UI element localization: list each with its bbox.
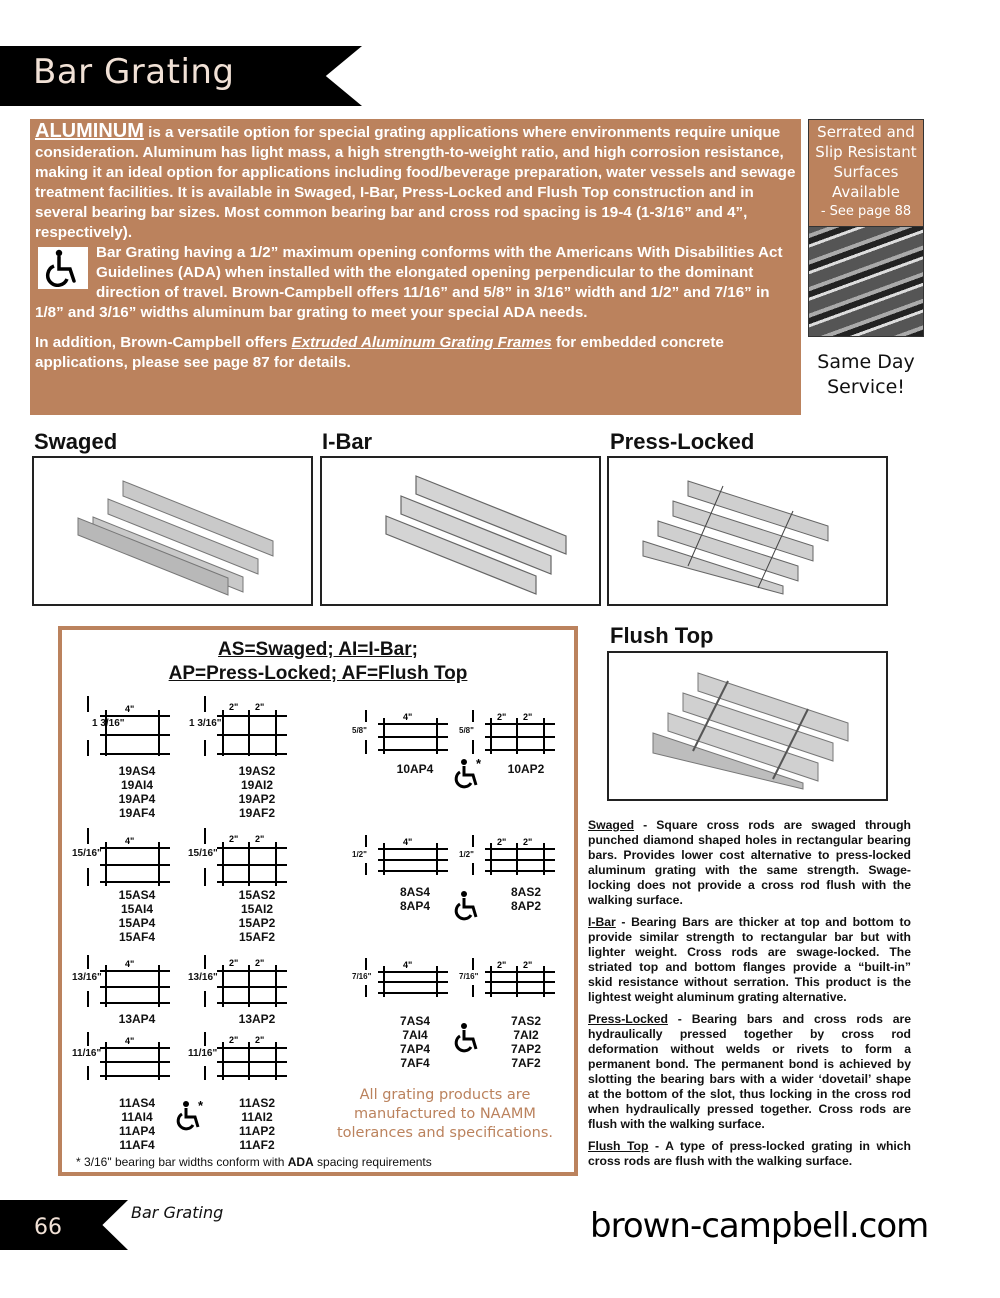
spacing-2in-diagram (465, 710, 565, 755)
desc-ibar (588, 915, 911, 1005)
addition-text-end: for embedded concrete applications, please see page 87 for details. (35, 334, 724, 371)
press-locked-grating-icon (628, 466, 868, 596)
footer-section: Bar Grating (131, 1203, 224, 1222)
svg-text:4": 4" (403, 712, 413, 722)
spacing-4in-diagram (80, 696, 180, 756)
depth-label: 1/2" (352, 850, 367, 859)
product-code: 15AS4 (118, 888, 156, 902)
code-list-8-4 (375, 885, 455, 913)
code-list-7-4 (375, 1014, 455, 1070)
svg-text:4": 4" (125, 1036, 135, 1046)
depth-label: 13/16" (188, 972, 218, 983)
footnote-text-end: spacing requirements (313, 1155, 432, 1169)
desc-press-locked (588, 1012, 911, 1132)
press-locked-photo (607, 456, 888, 606)
depth-label: 11/16" (188, 1048, 218, 1059)
product-code: 11AF4 (119, 1138, 155, 1152)
wheelchair-icon (452, 1022, 486, 1059)
service-line: Same Day (817, 351, 915, 373)
depth-label: 15/16" (188, 848, 218, 859)
svg-text:2": 2" (255, 834, 265, 844)
product-code: 19AF4 (118, 806, 156, 820)
flush-top-grating-icon (628, 661, 868, 791)
code-list-11-4 (97, 1096, 177, 1152)
product-code: 11AI2 (241, 1110, 273, 1124)
code-list-13-2 (217, 1012, 297, 1026)
product-code: 7AS4 (399, 1014, 431, 1028)
depth-label: 5/8" (459, 726, 474, 735)
svg-text:2": 2" (229, 1035, 239, 1045)
desc-text: - Square cross rods are swaged through punched diamond shaped holes in rectangular bearing bars. Provides lower cost alternative to press-locked aluminum grating with the same strength. Swage-locking does not provide a cross rod flush with the walking surface. (588, 818, 911, 907)
desc-term: I-Bar (588, 915, 616, 929)
product-code: 7AS2 (510, 1014, 542, 1028)
callout-page-ref[interactable]: - See page 88 (820, 204, 912, 219)
product-code: 19AF2 (238, 806, 276, 820)
intro-panel (30, 119, 801, 415)
svg-text:*: * (198, 1100, 204, 1113)
ibar-photo (320, 456, 601, 606)
service-line: Service! (827, 376, 905, 398)
product-code: 11AF2 (239, 1138, 275, 1152)
depth-label: 13/16" (72, 972, 102, 983)
product-code: 19AS4 (118, 764, 156, 778)
serrated-grating-photo (808, 227, 924, 337)
svg-text:2": 2" (523, 960, 533, 970)
legend-title-line2: AP=Press-Locked; AF=Flush Top (168, 663, 468, 684)
page-number-tab (0, 1200, 128, 1250)
product-code: 7AP4 (399, 1042, 431, 1056)
desc-term: Swaged (588, 818, 635, 832)
product-code: 13AP2 (238, 1012, 276, 1026)
svg-text:2": 2" (497, 960, 507, 970)
addition-paragraph (35, 333, 796, 373)
product-code: 8AS4 (399, 885, 431, 899)
svg-text:2": 2" (255, 702, 265, 712)
svg-text:2": 2" (523, 712, 533, 722)
product-code: 10AP2 (507, 762, 545, 776)
page-title: Bar Grating (33, 52, 235, 92)
wheelchair-icon (452, 890, 486, 927)
desc-flush-top (588, 1139, 911, 1169)
naamm-note: All grating products are manufactured to NAAMM tolerances and specifications. (336, 1087, 554, 1141)
spacing-4in-diagram (358, 710, 458, 755)
product-code: 11AI4 (121, 1110, 153, 1124)
code-list-10-2 (486, 762, 566, 776)
same-day-service (808, 350, 924, 400)
desc-term: Press-Locked (588, 1012, 668, 1026)
depth-label: 15/16" (72, 848, 102, 859)
product-code: 8AP2 (510, 899, 542, 913)
intro-text: is a versatile option for special grating applications where environments require unique consideration. Aluminum has light mass, a high strength-to-weight ratio, and high corrosion resistance, making it an ideal option for applications including food/beverage preparation, water vessels and sewage treatment facilities. It is available in Swaged, I-Bar, Press-Locked and Flush Top construction and in several bearing bar sizes. Most common bearing bar and cross rod spacing is 19-4 (1-3/16” and 4”, respectively). (35, 124, 796, 241)
product-code: 11AS2 (238, 1096, 276, 1110)
depth-label: 1 3/16" (92, 718, 125, 729)
depth-label: 7/16" (352, 972, 372, 981)
code-list-15-2 (217, 888, 297, 944)
product-code: 10AP4 (396, 762, 434, 776)
ada-footnote (76, 1155, 432, 1169)
product-code: 13AP4 (118, 1012, 156, 1026)
spacing-2in-diagram (197, 1032, 297, 1087)
callout-line: Serrated and (817, 123, 915, 141)
product-code: 15AF4 (118, 930, 156, 944)
svg-text:4": 4" (403, 837, 413, 847)
svg-text:4": 4" (125, 836, 135, 846)
intro-lead: ALUMINUM (35, 120, 144, 142)
depth-label: 1 3/16" (189, 718, 222, 729)
code-list-8-2 (486, 885, 566, 913)
intro-paragraph (35, 121, 796, 243)
wheelchair-icon (452, 758, 486, 795)
product-code: 7AI2 (513, 1028, 539, 1042)
depth-label: 1/2" (459, 850, 474, 859)
flush-top-photo (607, 651, 888, 801)
desc-term: Flush Top (588, 1139, 649, 1153)
product-code: 8AP4 (399, 899, 431, 913)
code-list-11-2 (217, 1096, 297, 1152)
wheelchair-icon (174, 1100, 208, 1137)
code-list-19-2 (217, 764, 297, 820)
desc-text: - Bearing Bars are thicker at top and bottom to provide similar strength to rectangular bar but with lighter weight. Cross rods are swage-locked. The striated top and bottom flanges provide a “built-in” skid resistance without serration. This product is the lightest weight aluminum grating alternative. (588, 915, 911, 1004)
product-code: 15AI2 (240, 902, 274, 916)
product-code: 19AP2 (238, 792, 276, 806)
footnote-bold: ADA (287, 1155, 314, 1169)
product-code: 15AS2 (238, 888, 276, 902)
code-list-19-4 (97, 764, 177, 820)
product-code: 7AF2 (511, 1056, 541, 1070)
swaged-grating-icon (53, 466, 293, 596)
svg-text:2": 2" (497, 837, 507, 847)
depth-label: 7/16" (459, 972, 479, 981)
code-list-7-2 (486, 1014, 566, 1070)
legend-title-line1: AS=Swaged; AI=I-Bar; (218, 639, 418, 660)
svg-text:2": 2" (497, 712, 507, 722)
spacing-4in-diagram (358, 835, 458, 880)
ada-paragraph (35, 243, 796, 323)
product-code: 7AF4 (400, 1056, 430, 1070)
product-code: 15AF2 (238, 930, 276, 944)
extruded-frames-link[interactable]: Extruded Aluminum Grating Frames (291, 334, 552, 351)
callout-line: Available (832, 183, 900, 201)
spacing-4in-diagram (80, 1032, 180, 1087)
spacing-2in-diagram (197, 696, 297, 756)
code-list-10-4 (375, 762, 455, 776)
callout-line: Surfaces (833, 163, 899, 181)
spacing-4in-diagram (358, 958, 458, 1003)
svg-text:2": 2" (229, 834, 239, 844)
spacing-2in-diagram (465, 958, 565, 1003)
product-code: 8AS2 (510, 885, 542, 899)
construction-descriptions (588, 818, 911, 1176)
ibar-grating-icon (341, 466, 581, 596)
product-code: 15AI4 (120, 902, 154, 916)
product-code: 19AS2 (238, 764, 276, 778)
product-code: 19AI2 (240, 778, 274, 792)
svg-text:2": 2" (255, 958, 265, 968)
press-locked-label: Press-Locked (610, 429, 755, 454)
code-list-13-4 (97, 1012, 177, 1026)
swaged-label: Swaged (34, 429, 118, 454)
product-code: 19AP4 (118, 792, 156, 806)
product-code: 11AP2 (238, 1124, 276, 1138)
product-code: 15AP2 (238, 916, 276, 930)
svg-text:4": 4" (403, 960, 413, 970)
svg-text:2": 2" (229, 702, 239, 712)
spacing-legend (58, 626, 578, 1176)
product-code: 7AP2 (510, 1042, 542, 1056)
footnote-text: * 3/16" bearing bar widths conform with (76, 1155, 288, 1169)
product-code: 15AP4 (118, 916, 156, 930)
svg-text:4": 4" (125, 704, 135, 714)
svg-text:*: * (476, 758, 482, 771)
desc-swaged (588, 818, 911, 908)
ada-text: Bar Grating having a 1/2” maximum opening conforms with the Americans With Disabilities Act Guidelines (ADA) when installed with the elongated opening perpendicular to the dominant direction of travel. Brown-Campbell offers 11/16” and 5/8” in 3/16” width and 1/2” and 7/16” in 1/8” and 3/16” widths aluminum bar grating to meet your special ADA needs. (35, 244, 783, 321)
svg-text:4": 4" (125, 959, 135, 969)
page-number: 66 (34, 1215, 62, 1240)
callout-line: Slip Resistant (815, 143, 917, 161)
product-code: 11AS4 (118, 1096, 156, 1110)
product-code: 7AI4 (402, 1028, 428, 1042)
product-code: 11AP4 (118, 1124, 156, 1138)
depth-label: 5/8" (352, 726, 367, 735)
depth-label: 11/16" (72, 1048, 102, 1059)
svg-text:2": 2" (523, 837, 533, 847)
wheelchair-icon (38, 247, 88, 289)
sidebar (808, 119, 924, 400)
svg-text:2": 2" (255, 1035, 265, 1045)
addition-text: In addition, Brown-Campbell offers (35, 334, 292, 351)
ibar-label: I-Bar (322, 429, 373, 454)
spacing-2in-diagram (465, 835, 565, 880)
product-code: 19AI4 (120, 778, 154, 792)
flush-top-label: Flush Top (610, 623, 714, 648)
serrated-callout (808, 119, 924, 227)
desc-text: - A type of press-locked grating in which cross rods are flush with the walking surface. (588, 1139, 911, 1168)
swaged-photo (32, 456, 313, 606)
code-list-15-4 (97, 888, 177, 944)
svg-text:2": 2" (229, 958, 239, 968)
website-url[interactable]: brown-campbell.com (590, 1206, 929, 1246)
desc-text: - Bearing bars and cross rods are hydraulically pressed together by cross rod deformation without welds or rivets to form a permanent bond. The permanent bond is achieved by slotting the bearing bars with a wider ‘dovetail’ shape at the bottom of the slot, thus locking in the cross rod when hydraulically pressed together. Cross rods are flush with the walking surface. (588, 1012, 911, 1131)
